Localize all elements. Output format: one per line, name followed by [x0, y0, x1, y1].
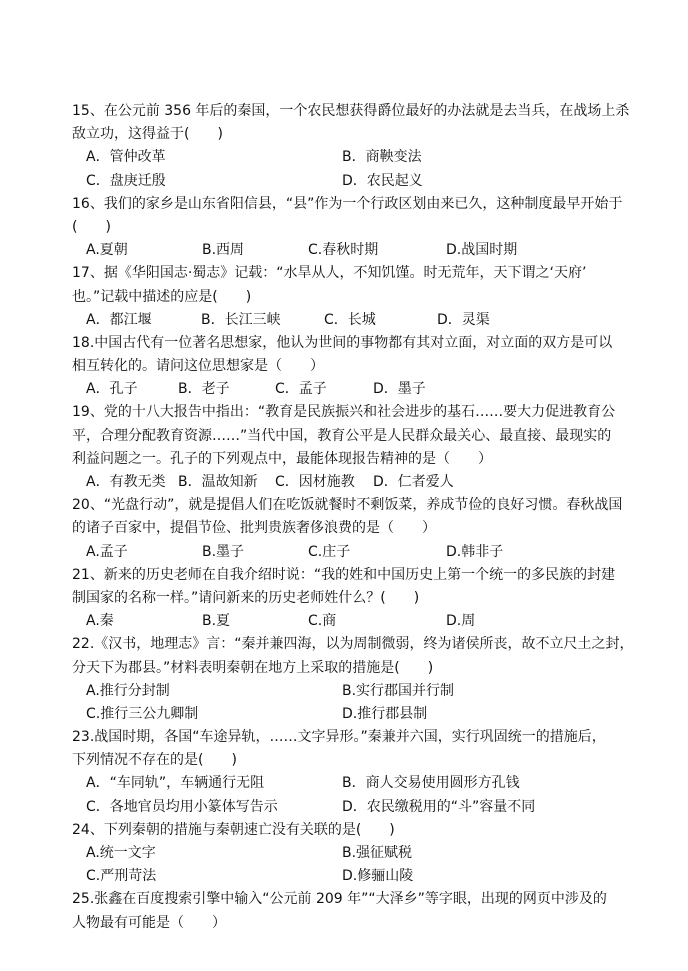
- question-stem-continued: 也。”记载中描述的应是( ): [72, 288, 252, 305]
- answer-option[interactable]: C．长城: [324, 311, 376, 328]
- answer-option[interactable]: D．灵渠: [437, 311, 490, 328]
- answer-option[interactable]: C.春秋时期: [308, 242, 379, 259]
- answer-option[interactable]: C.严刑苛法: [86, 868, 157, 885]
- question-stem: 16、我们的家乡是山东省阳信县，“县”作为一个行政区划由来已久，这种制度最早开始于: [72, 195, 623, 212]
- answer-option[interactable]: D.推行郡县制: [342, 705, 428, 722]
- options-row: [72, 680, 628, 703]
- question-block: [72, 332, 628, 402]
- question-stem: 21、新来的历史老师在自我介绍时说：“我的姓和中国历史上第一个统一的多民族的封建: [72, 566, 616, 583]
- answer-option[interactable]: A．“车同轨”，车辆通行无阻: [86, 775, 265, 792]
- question-stem: 22.《汉书，地理志》言：“秦并兼四海，以为周制微弱，终为诸侯所丧，故不立尺土之封，: [72, 636, 634, 653]
- answer-option[interactable]: C.庄子: [308, 543, 351, 560]
- answer-option[interactable]: C．盘庚迁殷: [86, 172, 166, 189]
- answer-option[interactable]: B.实行郡国并行制: [342, 682, 455, 699]
- exam-page: [72, 100, 634, 935]
- answer-option[interactable]: D．墨子: [373, 381, 426, 398]
- answer-option[interactable]: D.修骊山陵: [342, 868, 414, 885]
- answer-option[interactable]: A.统一文字: [86, 845, 156, 861]
- options-row: [72, 239, 628, 262]
- question-stem: 25.张鑫在百度搜索引擎中输入“公元前 209 年”“大泽乡”等字眼，出现的网页中涉及的: [72, 891, 607, 908]
- answer-option[interactable]: A．孔子: [86, 381, 138, 398]
- question-stem: 18.中国古代有一位著名思想家，他认为世间的事物都有其对立面，对立面的双方是可以: [72, 334, 613, 351]
- question-block: [72, 726, 628, 819]
- options-row: [72, 772, 628, 795]
- question-stem: 20、“光盘行动”，就是提倡人们在吃饭就餐时不剩饭菜，养成节俭的良好习惯。春秋战国: [72, 497, 623, 514]
- answer-option[interactable]: D．农民起义: [342, 172, 423, 189]
- options-row: [72, 610, 628, 633]
- question-stem: 23.战国时期，各国“车途异轨，……文字异形。”秦兼并六国，实行巩固统一的措施后，: [72, 729, 606, 746]
- question-stem: 17、据《华阳国志·蜀志》记载：“水旱从人，不知饥馑。时无荒年，天下谓之‘天府’: [72, 265, 587, 282]
- options-row: [72, 865, 628, 888]
- answer-option[interactable]: B.西周: [202, 242, 245, 259]
- answer-option[interactable]: D.周: [446, 613, 476, 630]
- options-row: [72, 471, 628, 494]
- question-stem-continued: 利益问题之一。孔子的下列观点中，最能体现报告精神的是（ ）: [72, 450, 492, 467]
- answer-option[interactable]: B．商鞅变法: [342, 149, 422, 166]
- answer-option[interactable]: C．各地官员均用小篆体写告示: [86, 798, 278, 815]
- answer-option[interactable]: B.强征赋税: [342, 845, 413, 861]
- answer-option[interactable]: D．农民缴税用的“斗”容量不同: [342, 798, 536, 815]
- answer-option[interactable]: B．长江三峡: [201, 311, 281, 328]
- question-stem-continued: 人物最有可能是（ ）: [72, 914, 226, 931]
- answer-option[interactable]: A.孟子: [86, 543, 128, 560]
- answer-option[interactable]: A．都江堰: [86, 311, 152, 328]
- question-block: [72, 494, 628, 564]
- question-stem-continued: 敌立功，这得益于( ): [72, 126, 223, 143]
- answer-option[interactable]: B.夏: [202, 613, 231, 630]
- question-block: [72, 193, 628, 263]
- question-block: [72, 633, 634, 726]
- answer-option[interactable]: D.韩非子: [446, 543, 504, 560]
- options-row: [72, 378, 628, 401]
- question-stem: 19、党的十八大报告中指出：“教育是民族振兴和社会进步的基石……要大力促进教育公: [72, 404, 616, 421]
- answer-option[interactable]: D.战国时期: [446, 242, 518, 259]
- answer-option[interactable]: C．因材施教: [275, 474, 355, 490]
- question-stem: 24、下列秦朝的措施与秦朝速亡没有关联的是( ): [72, 821, 395, 838]
- question-block: [72, 100, 628, 193]
- answer-option[interactable]: B．温故知新: [178, 474, 258, 490]
- question-stem-continued: 相互转化的。请问这位思想家是（ ）: [72, 358, 324, 375]
- question-block: [72, 262, 628, 332]
- options-row: [72, 170, 628, 193]
- answer-option[interactable]: A.推行分封制: [86, 682, 170, 699]
- answer-option[interactable]: A．有教无类: [86, 474, 166, 490]
- options-row: [72, 146, 628, 169]
- question-block: [72, 888, 628, 934]
- answer-option[interactable]: A．管仲改革: [86, 149, 166, 166]
- question-block: [72, 564, 628, 634]
- question-stem-continued: 制国家的名称一样。”请问新来的历史老师姓什么？( ): [72, 589, 420, 606]
- answer-option[interactable]: C.商: [308, 613, 337, 630]
- answer-option[interactable]: D．仁者爱人: [373, 474, 454, 490]
- answer-option[interactable]: C．孟子: [275, 381, 327, 398]
- question-block: [72, 819, 628, 889]
- answer-option[interactable]: B．商人交易使用圆形方孔钱: [342, 775, 520, 792]
- question-stem-continued: 平，合理分配教育资源……”当代中国，教育公平是人民群众最关心、最直接、最现实的: [72, 427, 612, 444]
- answer-option[interactable]: C.推行三公九卿制: [86, 705, 199, 722]
- options-row: [72, 541, 628, 564]
- answer-option[interactable]: B.墨子: [202, 543, 245, 560]
- question-stem-continued: 下列情况不存在的是( ): [72, 752, 237, 769]
- answer-option[interactable]: B．老子: [178, 381, 230, 398]
- question-stem-continued: ( ): [72, 218, 111, 235]
- question-stem: 15、在公元前 356 年后的秦国，一个农民想获得爵位最好的办法就是去当兵，在战场上杀: [72, 103, 630, 119]
- question-stem-continued: 分天下为郡县。”材料表明秦朝在地方上采取的措施是( ): [72, 659, 434, 676]
- options-row: [72, 703, 628, 726]
- options-row: [72, 842, 628, 865]
- options-row: [72, 309, 628, 332]
- question-block: [72, 401, 628, 494]
- answer-option[interactable]: A.夏朝: [86, 242, 128, 259]
- answer-option[interactable]: A.秦: [86, 613, 114, 630]
- question-stem-continued: 的诸子百家中，提倡节俭、批判贵族奢侈浪费的是（ ）: [72, 520, 436, 537]
- options-row: [72, 796, 628, 819]
